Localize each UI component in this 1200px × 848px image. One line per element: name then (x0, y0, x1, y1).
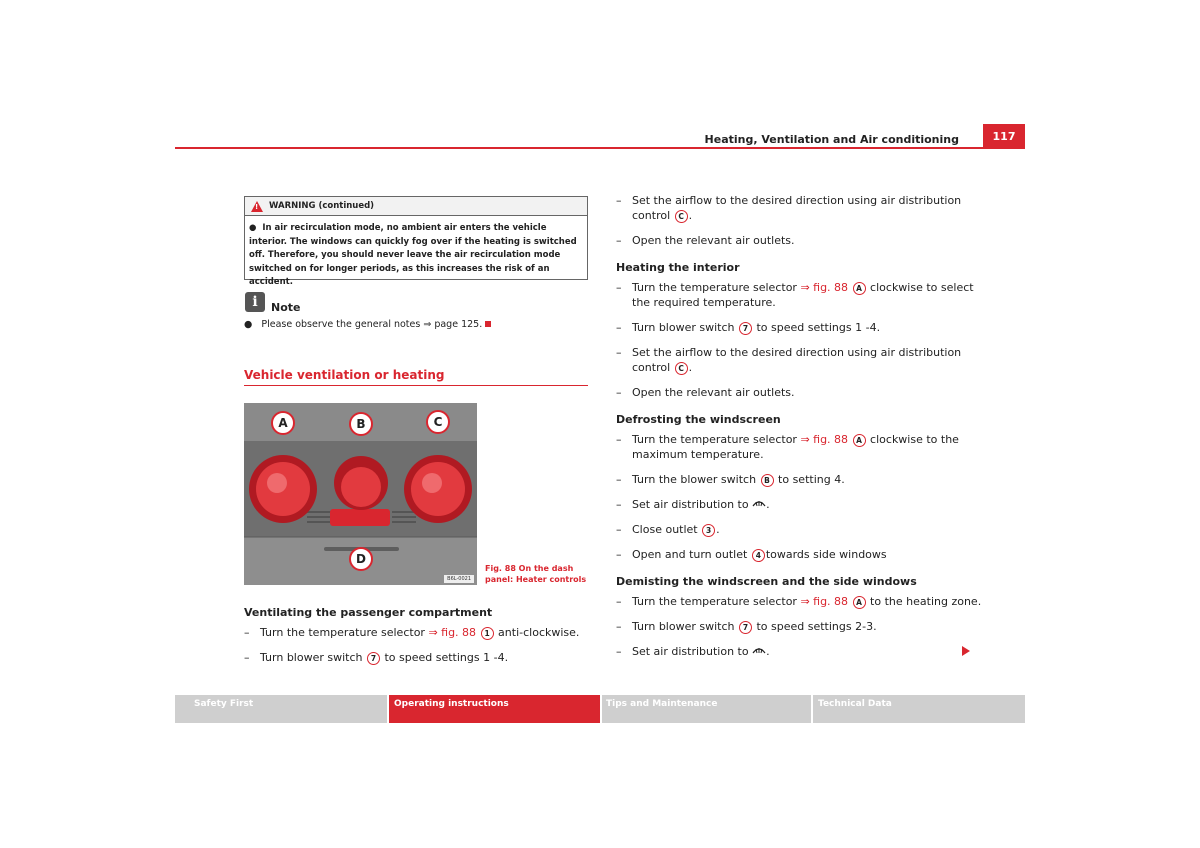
subheading-heating: Heating the interior (616, 261, 740, 274)
info-icon: i (245, 292, 265, 312)
warning-body (245, 216, 587, 290)
item-text: to speed settings 1 -4. (752, 321, 881, 334)
item-text: clockwise to the (866, 433, 959, 446)
marker-badge: C (675, 362, 688, 375)
warning-triangle-icon: ! (251, 201, 263, 212)
figure-link[interactable]: ⇒ fig. 88 (800, 595, 849, 608)
item-text: Turn the temperature selector (632, 595, 801, 608)
page-number: 117 (983, 124, 1025, 148)
note-body: Please observe the general notes ⇒ page 125. (261, 319, 483, 330)
warning-text: In air recirculation mode, no ambient air enters the vehicle interior. The windows can quickly fog over if the heating is switched off. Therefore, you should never leave the air recirculation mode switched on for longer periods, as this increases the risk of an accident. (249, 223, 577, 287)
item-text: Turn blower switch (260, 651, 366, 664)
item-text: Set air distribution to (632, 498, 753, 511)
list-item: – Turn blower switch 7 to speed settings 2-3. (616, 620, 877, 633)
figure-label-d: D (349, 547, 373, 571)
item-text: Open the relevant air outlets. (632, 234, 795, 247)
item-text: to speed settings 1 -4. (380, 651, 509, 664)
item-text: Close outlet (632, 523, 702, 536)
marker-badge: C (675, 210, 688, 223)
item-text: . (766, 498, 770, 511)
nav-tab-safety-first[interactable]: Safety First (175, 695, 387, 723)
nav-tab-operating-instructions[interactable]: Operating instructions (389, 695, 600, 723)
item-text: Set the airflow to the desired direction using air distribution (632, 194, 962, 207)
item-text: Turn the temperature selector (260, 626, 429, 639)
note-text (244, 319, 491, 330)
item-text: Turn blower switch (632, 321, 738, 334)
item-text: . (688, 209, 693, 222)
item-text: anti-clockwise. (494, 626, 580, 639)
windscreen-defrost-icon (752, 645, 766, 658)
item-text: Open and turn outlet (632, 548, 751, 561)
item-text: . (716, 523, 720, 536)
windscreen-defrost-icon (752, 498, 766, 511)
list-item: – Turn the temperature selector ⇒ fig. 88 A clockwise to select the required temperature. (616, 281, 974, 309)
list-item: – Open the relevant air outlets. (616, 234, 795, 247)
figure-link[interactable]: ⇒ fig. 88 (800, 281, 849, 294)
list-item: – Turn the temperature selector ⇒ fig. 88 A to the heating zone. (616, 595, 982, 608)
figure-link[interactable]: ⇒ fig. 88 (800, 433, 849, 446)
list-item: – Turn the blower switch B to setting 4. (616, 473, 845, 486)
figure-caption-line1: Fig. 88 On the dash (485, 564, 574, 573)
continue-arrow-icon[interactable] (962, 646, 970, 656)
subheading-ventilating: Ventilating the passenger compartment (244, 606, 493, 619)
list-item: – Set air distribution to . (616, 645, 770, 658)
marker-badge: 4 (752, 549, 765, 562)
item-text: Turn the temperature selector (632, 433, 801, 446)
figure-label-a: A (271, 411, 295, 435)
figure-caption-line2: panel: Heater controls (485, 575, 587, 584)
subheading-defrost: Defrosting the windscreen (616, 413, 781, 426)
item-text: Turn the temperature selector (632, 281, 801, 294)
list-item: – Set the airflow to the desired direction using air distribution control C . (616, 194, 962, 222)
warning-title: WARNING (continued) (269, 201, 375, 211)
warning-header (245, 197, 587, 216)
marker-badge: 1 (481, 627, 494, 640)
item-text: Set the airflow to the desired direction using air distribution (632, 346, 962, 359)
figure-code: B6L-0021 (444, 575, 474, 583)
item-text: to speed settings 2-3. (752, 620, 877, 633)
item-text: towards side windows (765, 548, 887, 561)
item-text: Turn the blower switch (632, 473, 760, 486)
nav-tab-tips-maintenance[interactable]: Tips and Maintenance (602, 695, 811, 723)
item-text: maximum temperature. (632, 448, 764, 461)
marker-badge: 3 (702, 524, 715, 537)
marker-badge: A (853, 434, 866, 447)
bullet-icon: ● (249, 223, 263, 233)
nav-tab-technical-data[interactable]: Technical Data (813, 695, 1025, 723)
item-text: . (766, 645, 770, 658)
item-text: . (688, 361, 693, 374)
item-text: to the heating zone. (866, 595, 982, 608)
item-text: Turn blower switch (632, 620, 738, 633)
list-item: – Set air distribution to . (616, 498, 770, 511)
subheading-demist: Demisting the windscreen and the side windows (616, 575, 917, 588)
list-item: – Turn blower switch 7 to speed settings 1 -4. (616, 321, 881, 334)
section-rule (244, 385, 588, 386)
figure-label-b: B (349, 412, 373, 436)
list-item: – Close outlet 3 . (616, 523, 720, 536)
item-text: to setting 4. (774, 473, 845, 486)
heater-controls-figure (244, 403, 477, 585)
marker-badge: 7 (739, 621, 752, 634)
marker-badge: 7 (367, 652, 380, 665)
bullet-icon: ● (244, 319, 262, 330)
marker-badge: 7 (739, 322, 752, 335)
figure-link[interactable]: ⇒ fig. 88 (428, 626, 477, 639)
running-header-title: Heating, Ventilation and Air conditioning (704, 133, 959, 146)
marker-badge: A (853, 596, 866, 609)
marker-badge: A (853, 282, 866, 295)
section-title: Vehicle ventilation or heating (244, 368, 445, 382)
item-text: the required temperature. (632, 296, 776, 309)
list-item: – Set the airflow to the desired direction using air distribution control C . (616, 346, 962, 374)
marker-badge: B (761, 474, 774, 487)
list-item: – Open the relevant air outlets. (616, 386, 795, 399)
item-text: Set air distribution to (632, 645, 753, 658)
figure-caption (485, 563, 586, 585)
list-item: – Open and turn outlet 4 towards side windows (616, 548, 887, 561)
end-marker-icon (485, 321, 491, 327)
note-title: Note (271, 301, 301, 314)
item-text: control (632, 361, 674, 374)
header-rule (175, 147, 1025, 149)
item-text: Open the relevant air outlets. (632, 386, 795, 399)
list-item: – Turn the temperature selector ⇒ fig. 88 A clockwise to the maximum temperature. (616, 433, 959, 461)
item-text: clockwise to select (866, 281, 974, 294)
list-item: – Turn blower switch 7 to speed settings 1 -4. (244, 651, 509, 664)
figure-label-c: C (426, 410, 450, 434)
item-text: control (632, 209, 674, 222)
warning-box (244, 196, 588, 287)
list-item: – Turn the temperature selector ⇒ fig. 88 1 anti-clockwise. (244, 626, 580, 639)
